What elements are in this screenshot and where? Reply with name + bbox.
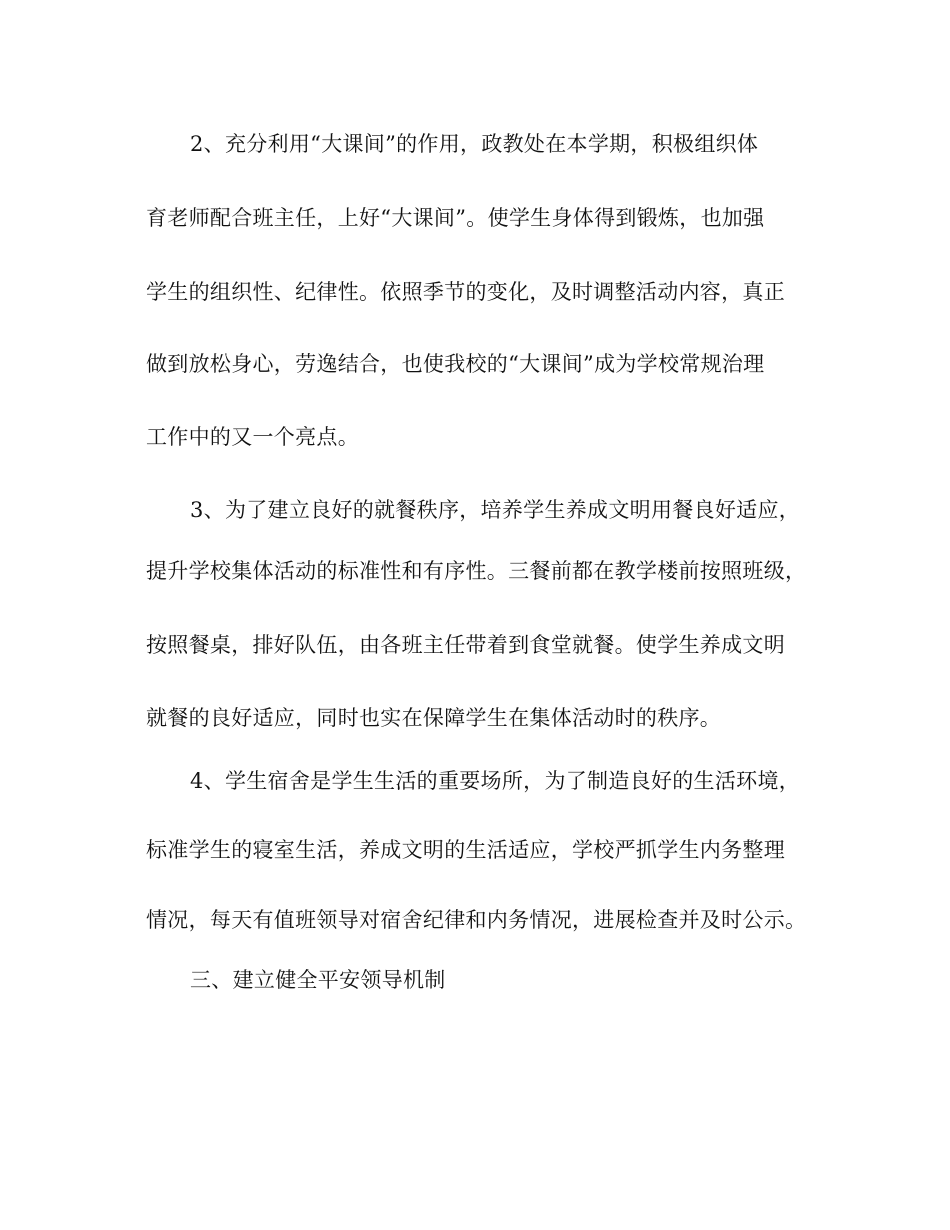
paragraph-2-line-1: 2、充分利用“大课间”的作用，政教处在本学期，积极组织体 (190, 132, 759, 156)
paragraph-2-line-2: 育老师配合班主任，上好“大课间”。使学生身体得到锻炼，也加强 (146, 206, 765, 230)
paragraph-3-line-2: 提升学校集体活动的标准性和有序性。三餐前都在教学楼前按照班级， (146, 559, 807, 583)
paragraph-2-line-5: 工作中的又一个亮点。 (146, 425, 359, 449)
paragraph-4-line-1: 4、学生宿舍是学生生活的重要场所，为了制造良好的生活环境， (190, 769, 801, 793)
paragraph-3-line-4: 就餐的良好适应，同时也实在保障学生在集体活动时的秩序。 (146, 706, 722, 730)
paragraph-2-line-3: 学生的组织性、纪律性。依照季节的变化，及时调整活动内容，真正 (146, 280, 785, 304)
paragraph-3-line-3: 按照餐桌，排好队伍，由各班主任带着到食堂就餐。使学生养成文明 (146, 633, 785, 657)
section-heading: 三、建立健全平安领导机制 (190, 968, 446, 992)
paragraph-3-line-1: 3、为了建立良好的就餐秩序，培养学生养成文明用餐良好适应， (190, 498, 801, 522)
paragraph-4-line-2: 标准学生的寝室生活，养成文明的生活适应，学校严抓学生内务整理 (146, 838, 785, 862)
paragraph-2-line-4: 做到放松身心，劳逸结合，也使我校的“大课间”成为学校常规治理 (146, 352, 765, 376)
paragraph-4-line-3: 情况，每天有值班领导对宿舍纪律和内务情况，进展检查并及时公示。 (146, 908, 807, 932)
